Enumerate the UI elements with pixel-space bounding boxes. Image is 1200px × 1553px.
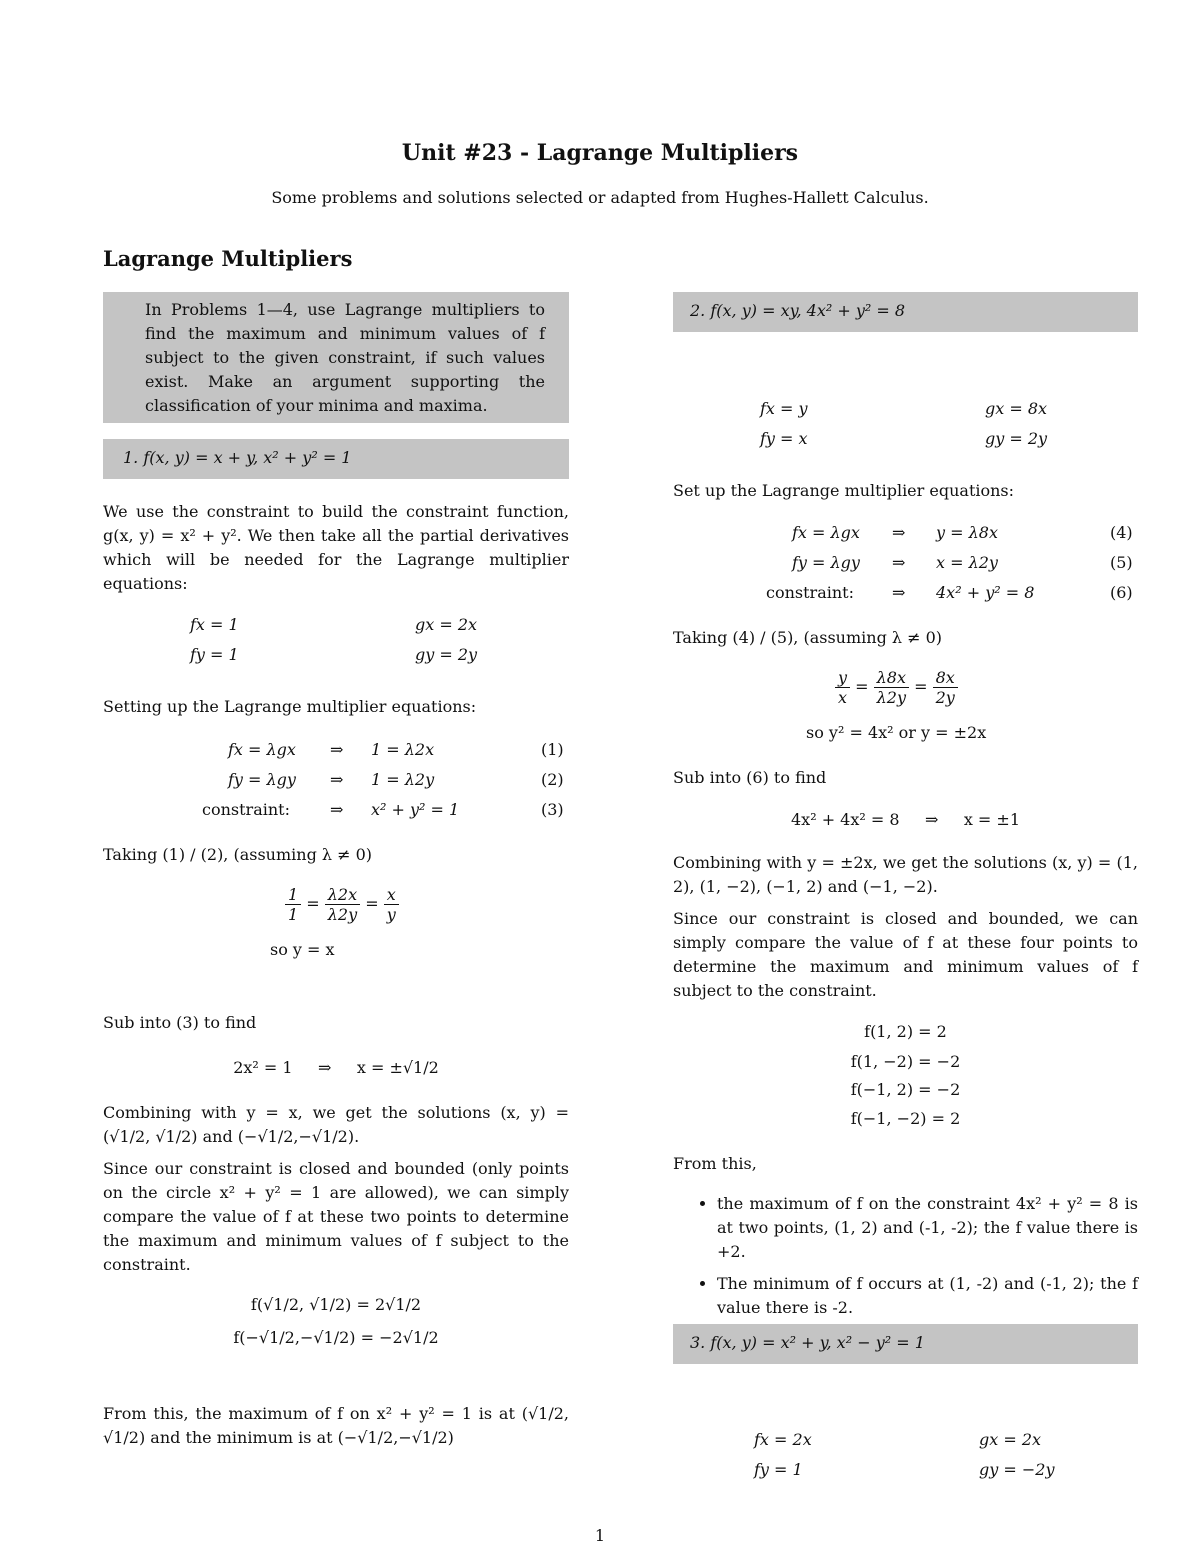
p2-since: Since our constraint is closed and bounded, we can simply compare the value of f at these four points to determine the maximum and minimum values of f subject to the constraint.: [673, 909, 1138, 1000]
problem-3-title: 3. f(x, y) = x² + y, x² − y² = 1: [690, 1333, 925, 1352]
p1-fx: fx = 1: [190, 615, 239, 634]
p1-subinto: Sub into (3) to find: [103, 1013, 257, 1032]
p2-frac-2: $\frac{\lambda 8x}{\lambda 2y}$: [874, 668, 909, 707]
page-title: Unit #23 - Lagrange Multipliers: [401, 140, 799, 166]
p1-eq2-right: 1 = λ2y: [371, 770, 435, 789]
p1-eq1-number: (1): [541, 740, 564, 759]
p1-combining: Combining with y = x, we get the solutions (x, y) = (√1/2, √1/2) and (−√1/2,−√1/2).: [103, 1103, 569, 1146]
p3-gy: gy = −2y: [979, 1460, 1055, 1479]
p1-value-1: f(√1/2, √1/2) = 2√1/2: [250, 1295, 422, 1314]
p2-eq6-arrow: ⇒: [892, 583, 906, 602]
p1-conclusion: From this, the maximum of f on x² + y² = 1 is at (√1/2, √1/2) and the minimum is at (−√1/2,−√1/2): [103, 1404, 569, 1447]
p2-eq4-number: (4): [1110, 523, 1133, 542]
p1-fraction-equation: $\frac{1}{1}$ = $\frac{\lambda 2x}{\lambda 2y}$ = $\frac{x}{y}$: [285, 885, 399, 924]
p1-eq3-right: x² + y² = 1: [371, 800, 460, 819]
p2-value-2: f(1, −2) = −2: [850, 1052, 961, 1071]
p2-eq5-number: (5): [1110, 553, 1133, 572]
page-subtitle: Some problems and solutions selected or adapted from Hughes-Hallett Calculus.: [271, 188, 929, 207]
p1-eq1-right: 1 = λ2x: [371, 740, 435, 759]
problem-1-header: [103, 439, 569, 479]
p2-frac-3: $\frac{8x}{2y}$: [933, 668, 958, 707]
p1-eq3-number: (3): [541, 800, 564, 819]
p1-eq3-left: constraint:: [202, 800, 290, 819]
p2-frac-1: $\frac{y}{x}$: [835, 668, 850, 707]
p1-value-2: f(−√1/2,−√1/2) = −2√1/2: [233, 1328, 439, 1347]
p2-fraction-equation: $\frac{y}{x}$ = $\frac{\lambda 8x}{\lambda 2y}$ = $\frac{8x}{2y}$: [835, 668, 958, 707]
p1-gx: gx = 2x: [415, 615, 478, 634]
p2-eq5-arrow: ⇒: [892, 553, 906, 572]
p2-bullet-list: [697, 1192, 1138, 1328]
p2-eq4-right: y = λ8x: [936, 523, 998, 542]
p2-eq5-left: fy = λgy: [792, 553, 860, 572]
problem-2-title: 2. f(x, y) = xy, 4x² + y² = 8: [690, 301, 906, 320]
p1-eq2-arrow: ⇒: [330, 770, 344, 789]
p2-gx: gx = 8x: [985, 399, 1048, 418]
p2-eq6-right: 4x² + y² = 8: [936, 583, 1035, 602]
p2-eq6-number: (6): [1110, 583, 1133, 602]
p3-fy: fy = 1: [754, 1460, 803, 1479]
p1-frac-1: $\frac{1}{1}$: [285, 885, 301, 924]
p1-eq1-left: fx = λgx: [228, 740, 296, 759]
p1-frac-2: $\frac{\lambda 2x}{\lambda 2y}$: [325, 885, 360, 924]
p2-so: so y² = 4x² or y = ±2x: [806, 723, 987, 742]
p1-taking: Taking (1) / (2), (assuming λ ≠ 0): [103, 845, 373, 864]
p1-fy: fy = 1: [190, 645, 239, 664]
p2-solve: 4x² + 4x² = 8 ⇒ x = ±1: [790, 810, 1021, 829]
p2-fx: fx = y: [760, 399, 808, 418]
p1-solve: 2x² = 1 ⇒ x = ±√1/2: [233, 1058, 439, 1077]
p2-bullet-max: • the maximum of f on the constraint 4x² + y² = 8 is at two points, (1, 2) and (-1, -2); the f value there is +2.: [717, 1192, 1138, 1264]
p2-eq5-right: x = λ2y: [936, 553, 998, 572]
problem-1-title: 1. f(x, y) = x + y, x² + y² = 1: [123, 448, 352, 467]
p1-gy: gy = 2y: [415, 645, 478, 664]
p1-eq2-left: fy = λgy: [228, 770, 296, 789]
p2-fy: fy = x: [760, 429, 808, 448]
intro-box: [103, 292, 569, 423]
section-heading: Lagrange Multipliers: [103, 246, 353, 271]
p2-value-1: f(1, 2) = 2: [864, 1022, 947, 1041]
problem-3-header: [673, 1324, 1138, 1364]
p2-taking: Taking (4) / (5), (assuming λ ≠ 0): [673, 628, 943, 647]
p1-eq3-arrow: ⇒: [330, 800, 344, 819]
p3-gx: gx = 2x: [979, 1430, 1042, 1449]
p1-eq1-arrow: ⇒: [330, 740, 344, 759]
p2-eq6-left: constraint:: [766, 583, 854, 602]
p1-frac-3: $\frac{x}{y}$: [384, 885, 399, 924]
p2-from: From this,: [673, 1154, 757, 1173]
intro-text: In Problems 1—4, use Lagrange multipliers to find the maximum and minimum values of f subject to the given constraint, if such values exist. Make an argument supporting the classification of your minima and maxima.: [145, 300, 545, 415]
p2-eq4-left: fx = λgx: [792, 523, 860, 542]
p1-so: so y = x: [270, 940, 335, 959]
problem-2-header: [673, 292, 1138, 332]
p2-eq4-arrow: ⇒: [892, 523, 906, 542]
p2-value-4: f(−1, −2) = 2: [850, 1109, 961, 1128]
p1-since: Since our constraint is closed and bounded (only points on the circle x² + y² = 1 are allowed), we can simply compare the value of f at these two points to determine the maximum and minimum values of f subject to the constraint.: [103, 1159, 569, 1274]
page-number: 1: [594, 1526, 606, 1545]
p1-intro: We use the constraint to build the constraint function, g(x, y) = x² + y². We then take all the partial derivatives which will be needed for the Lagrange multiplier equations:: [103, 502, 569, 593]
p2-subinto: Sub into (6) to find: [673, 768, 827, 787]
p2-combining: Combining with y = ±2x, we get the solutions (x, y) = (1, 2), (1, −2), (−1, 2) and (−1, −2).: [673, 853, 1138, 896]
p2-gy: gy = 2y: [985, 429, 1048, 448]
p3-fx: fx = 2x: [754, 1430, 812, 1449]
p2-value-3: f(−1, 2) = −2: [850, 1080, 961, 1099]
p1-eq2-number: (2): [541, 770, 564, 789]
p1-setup: Setting up the Lagrange multiplier equations:: [103, 697, 477, 716]
p2-setup: Set up the Lagrange multiplier equations:: [673, 481, 1015, 500]
p2-bullet-min: • The minimum of f occurs at (1, -2) and (-1, 2); the f value there is -2.: [717, 1272, 1138, 1320]
